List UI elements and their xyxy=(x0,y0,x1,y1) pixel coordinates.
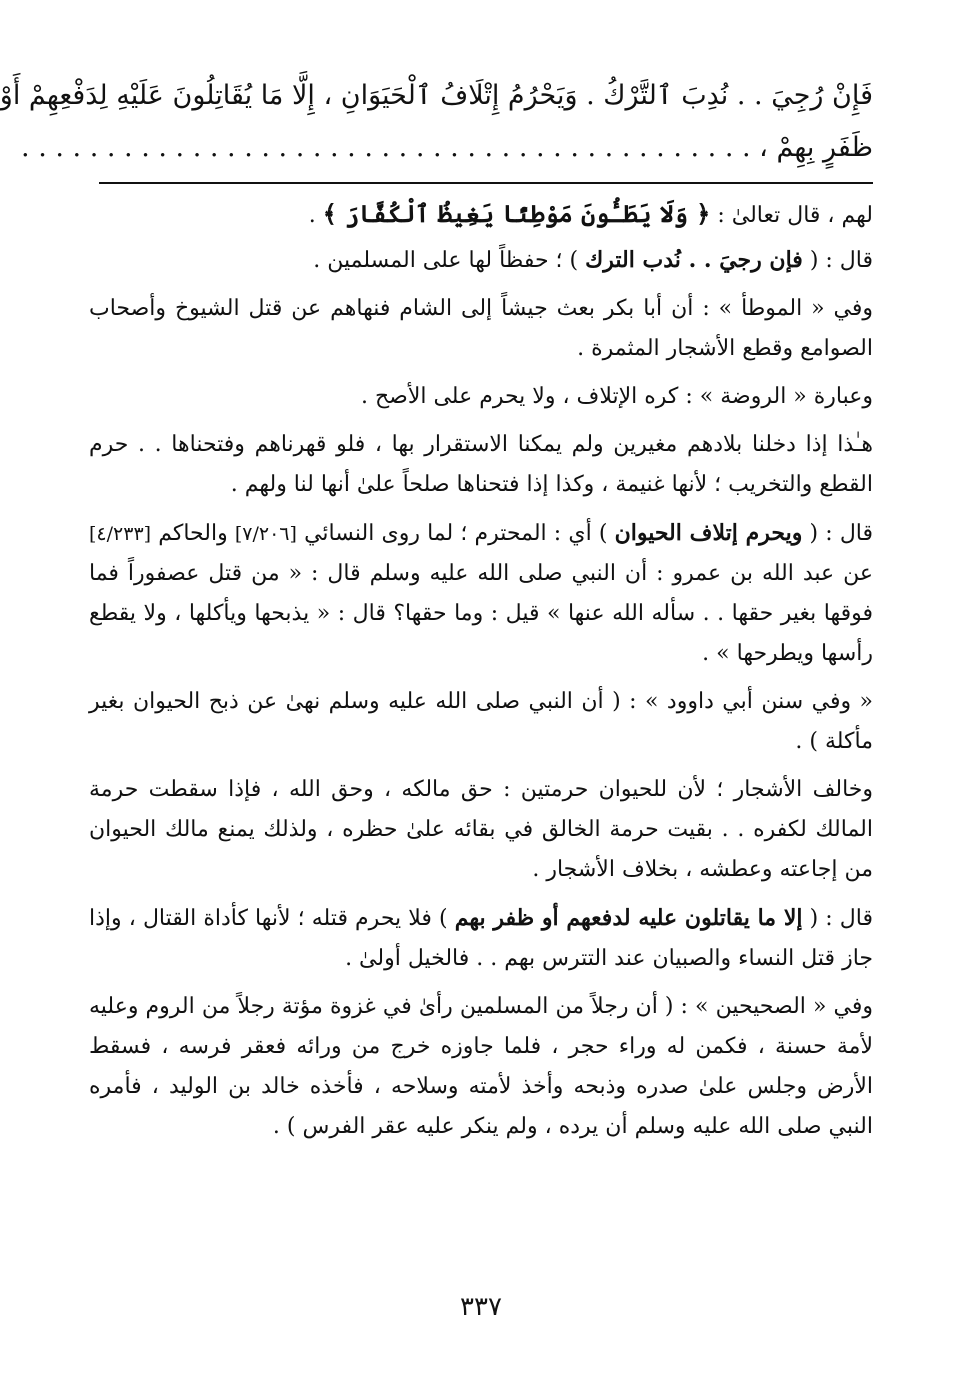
quran-verse: ﴿ وَلَا يَطَـُٔونَ مَوْطِئًا يَغِيظُ ٱلْكُفَّارَ ﴾ xyxy=(322,199,711,228)
text: ) فلا يحرم قتله ؛ لأنها كأداة القتال ، وإذا جاز قتل النساء والصبيان عند التترس بهم . . فالخيل أولىٰ . xyxy=(89,906,873,971)
page-number: ٣٣٧ xyxy=(460,1292,502,1322)
commentary xyxy=(89,194,873,1155)
matn-quote: فإن رجيَ . . نُدب الترك xyxy=(585,247,803,273)
text: . xyxy=(308,203,316,228)
text: قال : ( xyxy=(809,248,873,273)
paragraph: وعبارة « الروضة » : كره الإتلاف ، ولا يحرم على الأصح . xyxy=(360,384,873,409)
matn-text xyxy=(0,70,873,174)
separator-rule xyxy=(99,182,873,184)
matn-quote: إلا ما يقاتلون عليه لدفعهم أو ظفر بهم xyxy=(454,905,803,931)
page xyxy=(0,60,874,1340)
text: ) ؛ حفظاً لها على المسلمين . xyxy=(313,248,579,273)
matn-line: فَإِنْ رُجِيَ . . نُدِبَ ٱلتَّرْكُ . وَيَحْرُمُ إِتْلَافُ ٱلْحَيَوَانِ ، إِلَّا مَا يُقَاتِلُونَ عَلَيْهِ لِدَفْعِهِمْ أَوْ xyxy=(0,80,873,111)
paragraph xyxy=(89,898,873,979)
text: لهم ، قال تعالىٰ : xyxy=(717,203,873,228)
paragraph: « وفي سنن أبي داوود » : ( أن النبي صلى الله عليه وسلم نهىٰ عن ذبح الحيوان بغير مأكلة ) . xyxy=(89,689,873,754)
citation-ref: [٧/٢٠٦] xyxy=(234,523,297,545)
paragraph: وفي « الصحيحين » : ( أن رجلاً من المسلمين رأىٰ في غزوة مؤتة رجلاً من الروم وعليه لأمة حسنة ، فكمن له وراء حجر ، فلما جاوزه خرج من ورائه فعقر فرسه ، فسقط الأرض وجلس علىٰ صدره وذبحه وأخذ لأمته وسلاحه ، فأخذه خالد بن الوليد ، فأمره النبي صلى الله عليه وسلم أن يرده ، ولم ينكر عليه عقر الفرس ) . xyxy=(89,994,873,1139)
paragraph xyxy=(89,240,873,281)
text: والحاكم xyxy=(158,521,228,546)
paragraph: وفي « الموطأ » : أن أبا بكر بعث جيشاً إلى الشام فنهاهم عن قتل الشيوخ وأصحاب الصوامع وقطع الأشجار المثمرة . xyxy=(89,296,873,361)
matn-line: ظَفَرٍ بِهِمْ ، . . . . . . . . . . . . . . . . . . . . . . . . . . . . . . . . . . . . . . . . . . . xyxy=(21,132,873,163)
text: عن عبد الله بن عمرو : أن النبي صلى الله عليه وسلم قال : « من قتل عصفوراً فما فوقها بغير حقها . . سأله الله عنها » قيل : وما حقها؟ قال : « يذبحها ويأكلها ، ولا يقطع رأسها ويطرحها » . xyxy=(89,561,873,666)
paragraph: وخالف الأشجار ؛ لأن للحيوان حرمتين : حق مالكه ، وحق الله ، فإذا سقطت حرمة المالك لكفره . . بقيت حرمة الخالق في بقائه علىٰ حظره ، ولذلك يمنع مالك الحيوان من إجاعته وعطشه ، بخلاف الأشجار . xyxy=(89,777,873,882)
paragraph xyxy=(89,513,873,674)
matn-quote: ويحرم إتلاف الحيوان xyxy=(614,520,803,546)
citation-ref: [٤/٢٣٣] xyxy=(89,523,152,545)
paragraph xyxy=(89,194,873,236)
text: قال : ( xyxy=(809,906,874,931)
paragraph: هـٰذا إذا دخلنا بلادهم مغيرين ولم يمكنا الاستقرار بها ، فلو قهرناهم وفتحناها . . حرم القطع والتخريب ؛ لأنها غنيمة ، وكذا إذا فتحناها صلحاً علىٰ أنها لنا ولهم . xyxy=(89,432,873,497)
text: قال : ( xyxy=(809,521,874,546)
text: ) أي : المحترم ؛ لما روى النسائي xyxy=(304,521,608,546)
